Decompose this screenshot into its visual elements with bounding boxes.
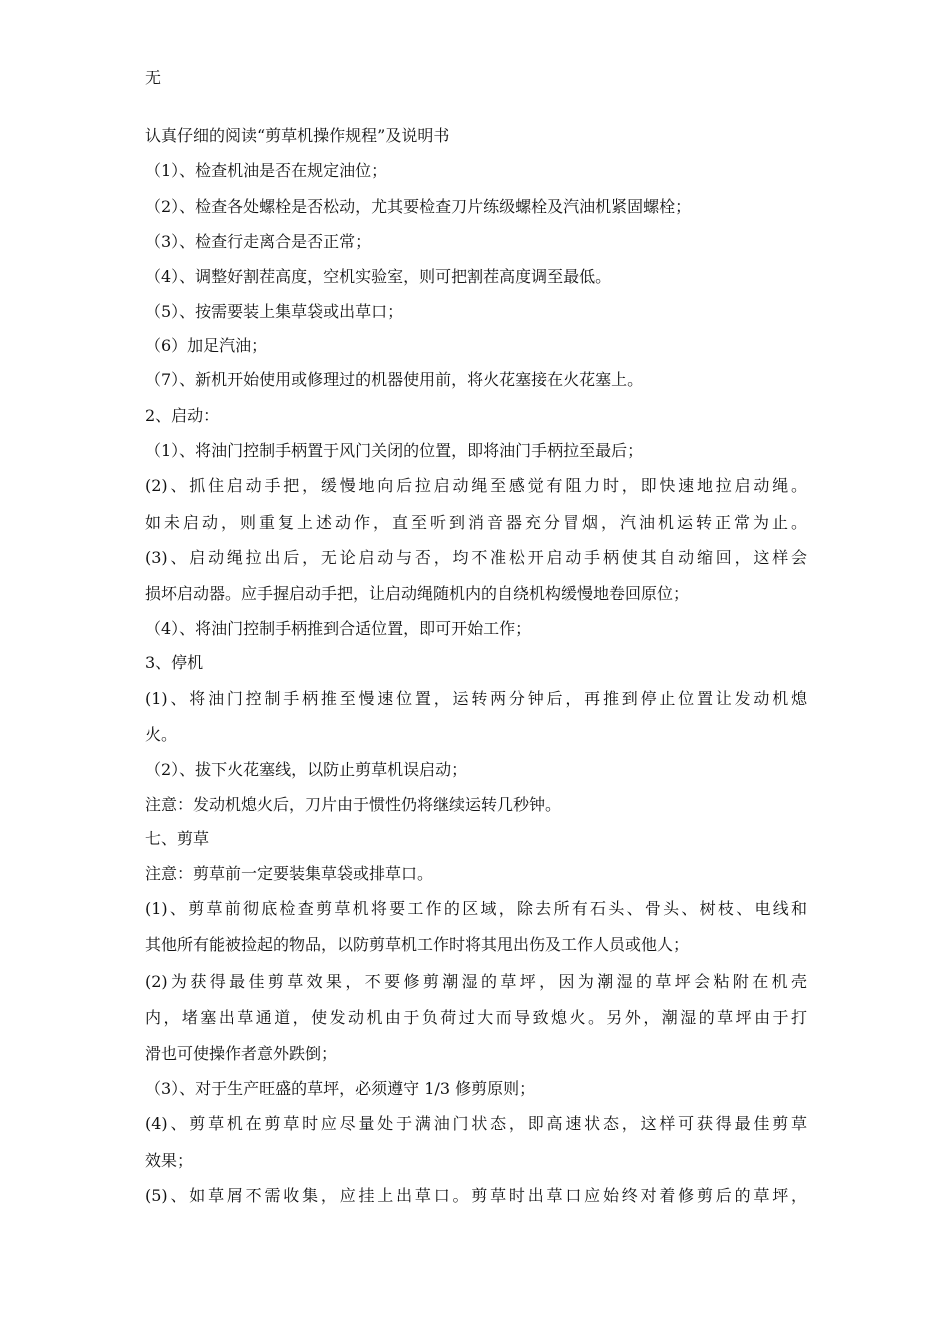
text-line: (4)、剪草机在剪草时应尽量处于满油门状态，即高速状态，这样可获得最佳剪草 — [145, 1114, 807, 1133]
text-line: （2）、检查各处螺栓是否松动，尤其要检查刀片练级螺栓及汽油机紧固螺栓； — [145, 197, 692, 216]
text-line: （7）、新机开始使用或修理过的机器使用前，将火花塞接在火花塞上。 — [145, 370, 644, 389]
text-line: 认真仔细的阅读“剪草机操作规程”及说明书 — [145, 126, 450, 145]
text-line: 效果； — [145, 1151, 194, 1170]
text-line: （1）、将油门控制手柄置于风门关闭的位置，即将油门手柄拉至最后； — [145, 441, 644, 460]
note-line: 注意：发动机熄火后，刀片由于惯性仍将继续运转几秒钟。 — [145, 795, 562, 814]
text-line: 损坏启动器。应手握启动手把，让启动绳随机内的自绕机构缓慢地卷回原位； — [145, 584, 690, 603]
text-line: (1)、剪草前彻底检查剪草机将要工作的区域，除去所有石头、骨头、树枝、电线和 — [145, 899, 807, 918]
text-line: （3）、检查行走离合是否正常； — [145, 232, 372, 251]
text-line: （4）、将油门控制手柄推到合适位置，即可开始工作； — [145, 619, 532, 638]
text-line: （4）、调整好割茬高度，空机实验室，则可把割茬高度调至最低。 — [145, 267, 612, 286]
text-line: （1）、检查机油是否在规定油位； — [145, 161, 388, 180]
text-line: 内，堵塞出草通道，使发动机由于负荷过大而导致熄火。另外，潮湿的草坪由于打 — [145, 1008, 807, 1027]
section-heading: 七、剪草 — [145, 829, 210, 848]
text-line: （6）加足汽油； — [145, 336, 268, 355]
text-line: 滑也可使操作者意外跌倒； — [145, 1044, 338, 1063]
text-line: 无 — [145, 68, 162, 87]
section-heading: 3、停机 — [145, 653, 204, 672]
section-heading: 2、启动： — [145, 406, 220, 425]
text-line: (5)、如草屑不需收集，应挂上出草口。剪草时出草口应始终对着修剪后的草坪， — [145, 1186, 807, 1205]
text-line: (1)、将油门控制手柄推至慢速位置，运转两分钟后，再推到停止位置让发动机熄 — [145, 689, 807, 708]
text-line: (2)为获得最佳剪草效果，不要修剪潮湿的草坪，因为潮湿的草坪会粘附在机壳 — [145, 972, 807, 991]
text-line: （5）、按需要装上集草袋或出草口； — [145, 302, 404, 321]
text-line: 如未启动，则重复上述动作，直至听到消音器充分冒烟，汽油机运转正常为止。 — [145, 513, 807, 532]
text-line: (3)、启动绳拉出后，无论启动与否，均不准松开启动手柄使其自动缩回，这样会 — [145, 548, 807, 567]
text-line: （2）、拔下火花塞线，以防止剪草机误启动； — [145, 760, 468, 779]
note-line: 注意：剪草前一定要装集草袋或排草口。 — [145, 864, 434, 883]
text-line: 火。 — [145, 725, 178, 744]
text-line: (2)、抓住启动手把，缓慢地向后拉启动绳至感觉有阻力时，即快速地拉启动绳。 — [145, 476, 807, 495]
text-line: 其他所有能被捡起的物品，以防剪草机工作时将其甩出伤及工作人员或他人； — [145, 935, 690, 954]
text-line: （3）、对于生产旺盛的草坪，必须遵守 1/3 修剪原则； — [145, 1079, 536, 1098]
